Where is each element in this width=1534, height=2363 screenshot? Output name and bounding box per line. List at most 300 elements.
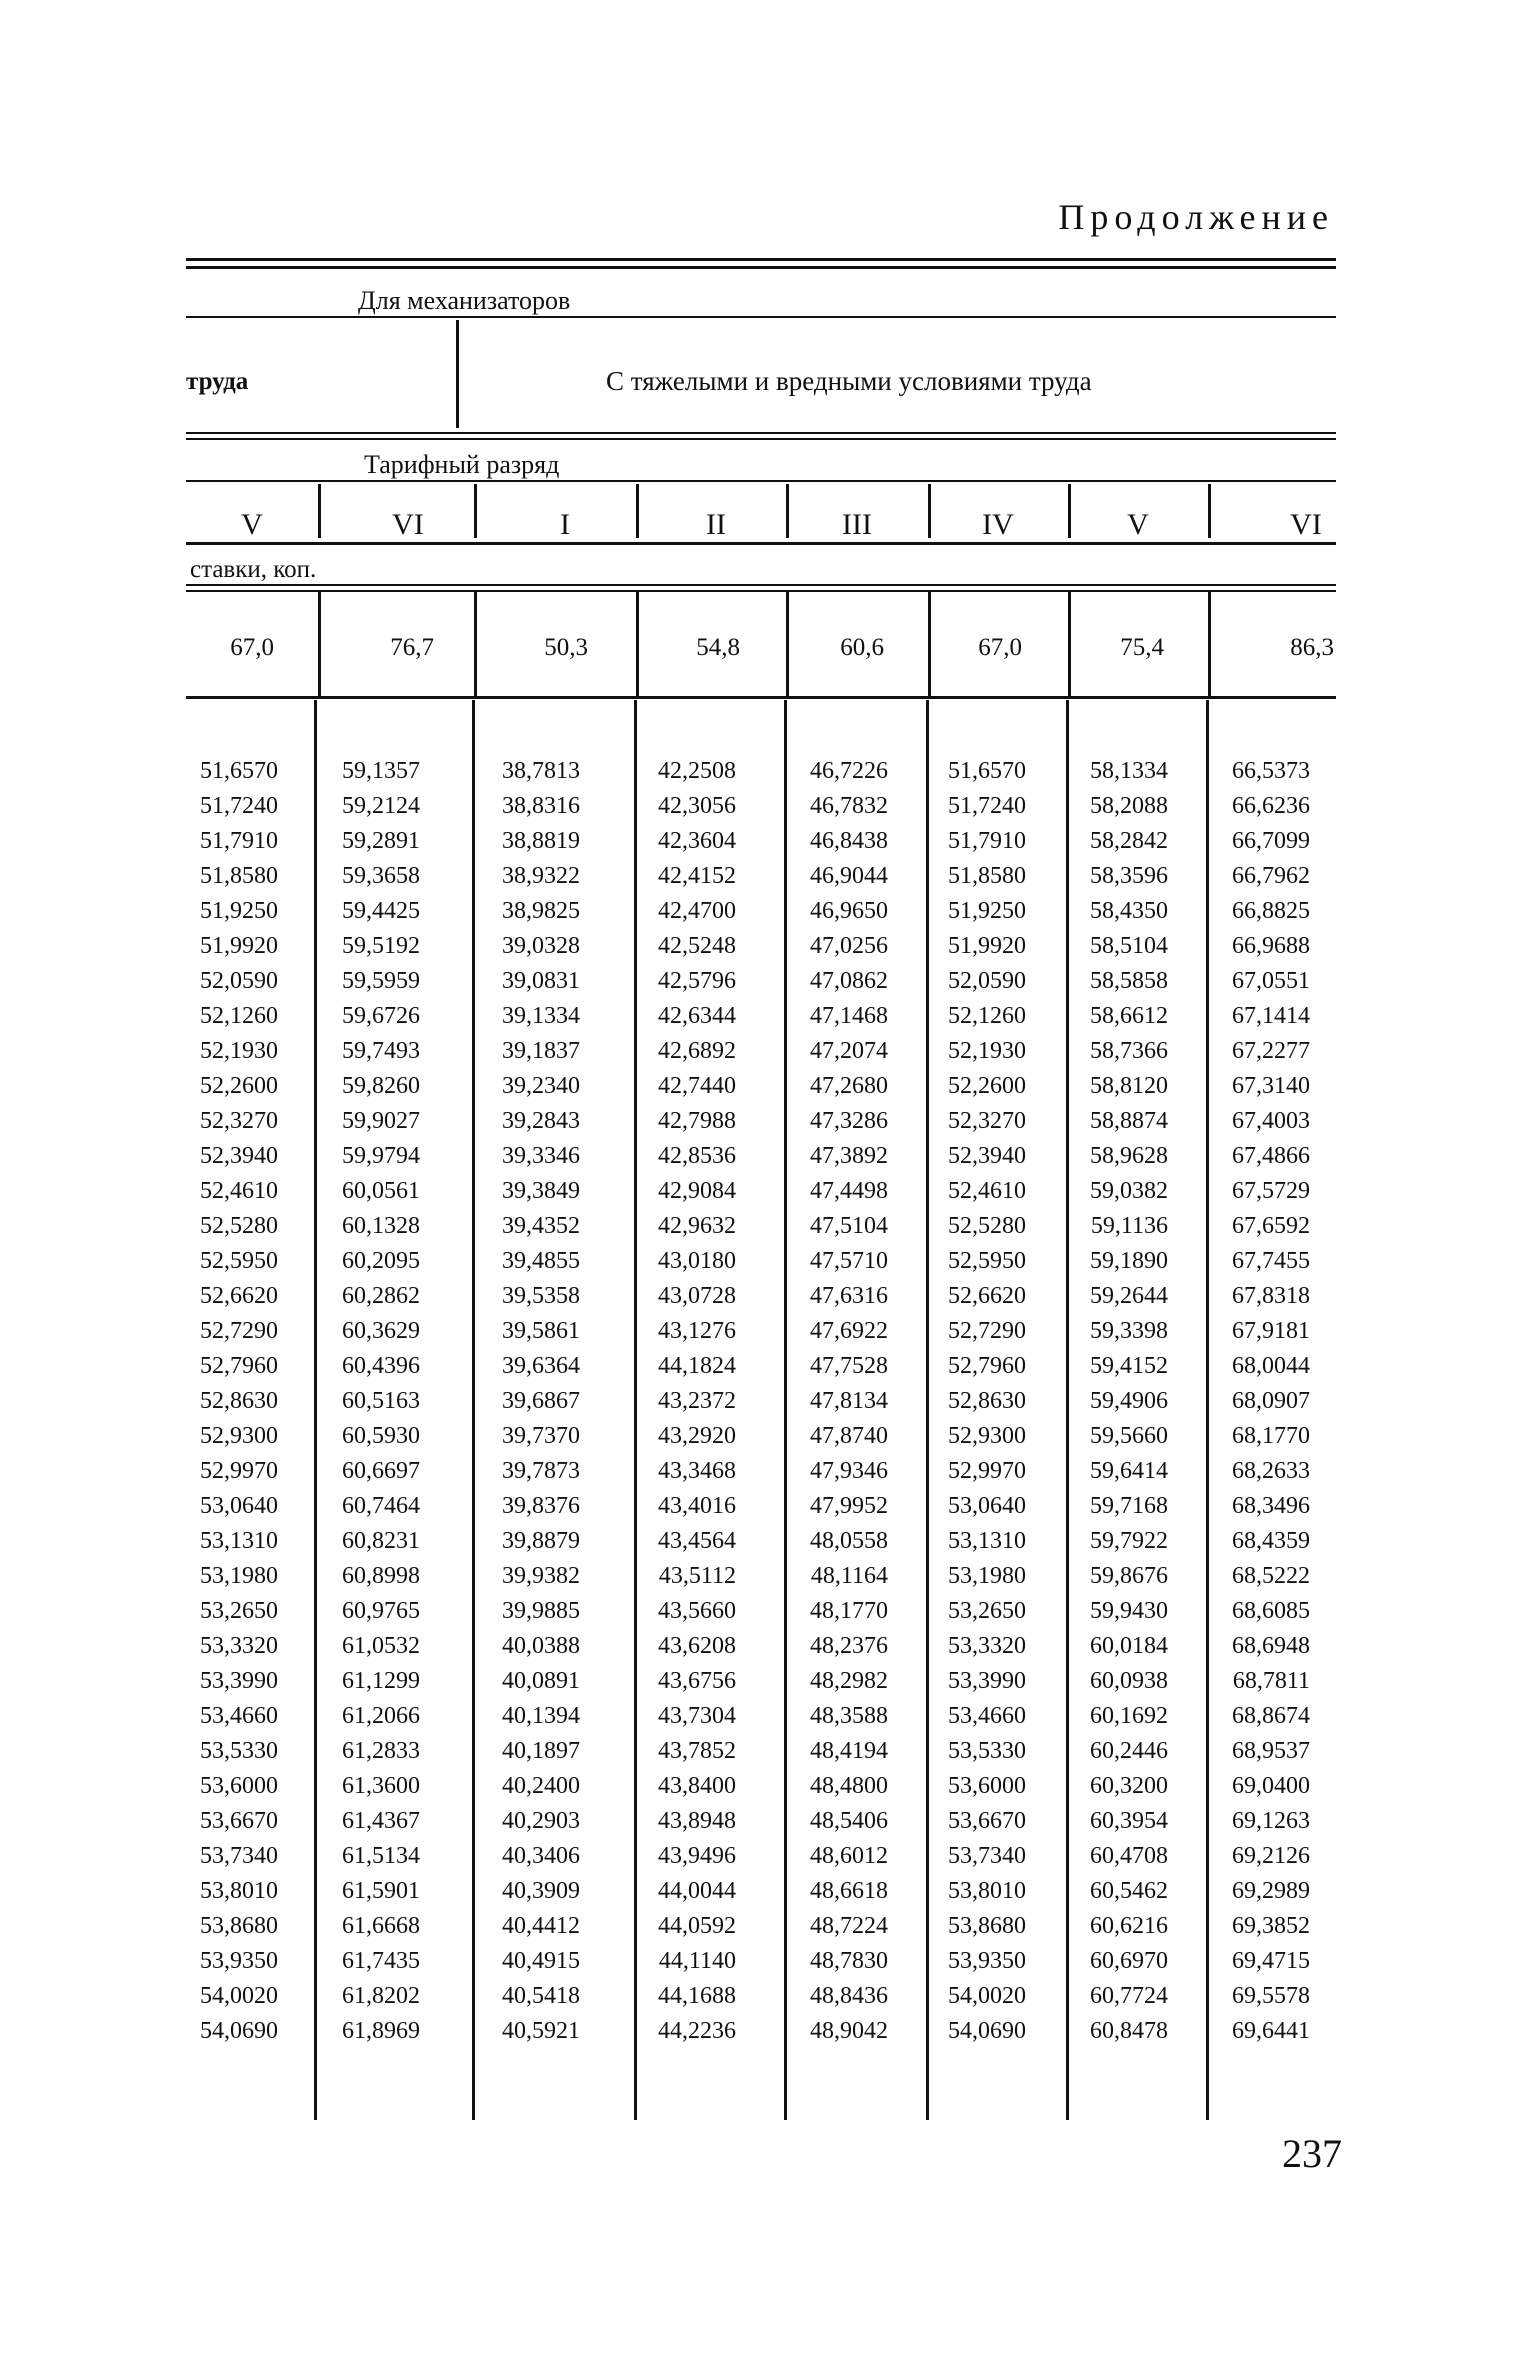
rate-cell: 67,0 bbox=[230, 634, 274, 661]
header-divider bbox=[456, 320, 459, 428]
table-cell: 43,7304 bbox=[658, 1703, 736, 1729]
table-cell: 51,6570 bbox=[200, 758, 278, 784]
table-cell: 66,7962 bbox=[1232, 863, 1310, 889]
table-cell: 53,6670 bbox=[948, 1808, 1026, 1834]
table-cell: 52,7290 bbox=[948, 1318, 1026, 1344]
table-cell: 60,3629 bbox=[342, 1318, 420, 1344]
table-cell: 53,0640 bbox=[200, 1493, 278, 1519]
table-cell: 43,7852 bbox=[658, 1738, 736, 1764]
rule-below-rates bbox=[186, 696, 1336, 699]
table-cell: 53,9350 bbox=[200, 1948, 278, 1974]
table-cell: 39,2843 bbox=[502, 1108, 580, 1134]
page-number: 237 bbox=[1282, 2131, 1342, 2176]
grade-divider bbox=[1208, 484, 1211, 538]
grade-divider bbox=[1068, 484, 1071, 538]
continuation-heading: Продолжение bbox=[1058, 197, 1334, 237]
table-cell: 42,4152 bbox=[658, 863, 736, 889]
table-cell: 60,0184 bbox=[1090, 1633, 1168, 1659]
rate-cell: 50,3 bbox=[544, 634, 588, 661]
table-cell: 60,3954 bbox=[1090, 1808, 1168, 1834]
table-cell: 69,2126 bbox=[1232, 1843, 1310, 1869]
table-cell: 59,6726 bbox=[342, 1003, 420, 1029]
rate-cell: 60,6 bbox=[840, 634, 884, 661]
table-cell: 60,2446 bbox=[1090, 1738, 1168, 1764]
table-cell: 58,7366 bbox=[1090, 1038, 1168, 1064]
table-cell: 59,3398 bbox=[1090, 1318, 1168, 1344]
table-cell: 52,8630 bbox=[948, 1388, 1026, 1414]
table-cell: 47,2680 bbox=[810, 1073, 888, 1099]
table-cell: 58,5858 bbox=[1090, 968, 1168, 994]
table-cell: 68,0044 bbox=[1232, 1353, 1310, 1379]
grade-header: VI bbox=[392, 508, 424, 541]
table-cell: 52,3940 bbox=[948, 1143, 1026, 1169]
table-cell: 48,2982 bbox=[810, 1668, 888, 1694]
grade-divider bbox=[318, 484, 321, 538]
table-cell: 60,5462 bbox=[1090, 1878, 1168, 1904]
table-cell: 39,9885 bbox=[502, 1598, 580, 1624]
grade-header: V bbox=[241, 508, 263, 541]
table-cell: 42,7988 bbox=[658, 1108, 736, 1134]
table-cell: 60,0938 bbox=[1090, 1668, 1168, 1694]
data-column bbox=[738, 754, 888, 2049]
table-cell: 47,8134 bbox=[810, 1388, 888, 1414]
table-cell: 43,5660 bbox=[658, 1598, 736, 1624]
data-column bbox=[128, 754, 278, 2049]
table-cell: 42,5796 bbox=[658, 968, 736, 994]
table-cell: 68,7811 bbox=[1232, 1668, 1310, 1694]
table-cell: 53,1310 bbox=[948, 1528, 1026, 1554]
table-cell: 59,4906 bbox=[1090, 1388, 1168, 1414]
table-cell: 61,2066 bbox=[342, 1703, 420, 1729]
table-cell: 68,8674 bbox=[1232, 1703, 1310, 1729]
table-cell: 54,0020 bbox=[948, 1983, 1026, 2009]
table-cell: 43,2372 bbox=[658, 1388, 736, 1414]
data-column bbox=[1160, 754, 1310, 2049]
table-cell: 61,8202 bbox=[342, 1983, 420, 2009]
table-cell: 46,9650 bbox=[810, 898, 888, 924]
table-cell: 48,7224 bbox=[810, 1913, 888, 1939]
table-cell: 47,0862 bbox=[810, 968, 888, 994]
column-divider bbox=[1068, 592, 1071, 696]
table-cell: 61,0532 bbox=[342, 1633, 420, 1659]
table-cell: 52,9300 bbox=[948, 1423, 1026, 1449]
table-cell: 39,9382 bbox=[502, 1563, 580, 1589]
table-cell: 52,1260 bbox=[948, 1003, 1026, 1029]
table-cell: 67,4866 bbox=[1232, 1143, 1310, 1169]
table-cell: 48,1770 bbox=[810, 1598, 888, 1624]
table-cell: 51,7240 bbox=[200, 793, 278, 819]
table-cell: 59,9794 bbox=[342, 1143, 420, 1169]
table-cell: 53,3320 bbox=[200, 1633, 278, 1659]
table-cell: 59,8260 bbox=[342, 1073, 420, 1099]
table-cell: 43,4564 bbox=[658, 1528, 736, 1554]
table-cell: 40,3909 bbox=[502, 1878, 580, 1904]
rule-above-rates-1 bbox=[186, 584, 1336, 586]
table-cell: 68,6948 bbox=[1232, 1633, 1310, 1659]
table-cell: 58,1334 bbox=[1090, 758, 1168, 784]
table-cell: 51,6570 bbox=[948, 758, 1026, 784]
table-cell: 48,9042 bbox=[810, 2018, 888, 2044]
table-cell: 53,1980 bbox=[200, 1563, 278, 1589]
table-cell: 43,6208 bbox=[658, 1633, 736, 1659]
table-cell: 42,7440 bbox=[658, 1073, 736, 1099]
data-column bbox=[270, 754, 420, 2049]
table-cell: 60,6216 bbox=[1090, 1913, 1168, 1939]
table-cell: 42,6344 bbox=[658, 1003, 736, 1029]
table-cell: 43,0728 bbox=[658, 1283, 736, 1309]
table-cell: 47,3892 bbox=[810, 1143, 888, 1169]
table-cell: 59,7168 bbox=[1090, 1493, 1168, 1519]
table-cell: 44,2236 bbox=[658, 2018, 736, 2044]
table-cell: 53,5330 bbox=[200, 1738, 278, 1764]
table-cell: 53,7340 bbox=[200, 1843, 278, 1869]
table-cell: 51,9920 bbox=[948, 933, 1026, 959]
table-cell: 67,9181 bbox=[1232, 1318, 1310, 1344]
table-cell: 52,0590 bbox=[200, 968, 278, 994]
table-cell: 60,8998 bbox=[342, 1563, 420, 1589]
table-cell: 53,8010 bbox=[948, 1878, 1026, 1904]
table-cell: 52,2600 bbox=[948, 1073, 1026, 1099]
table-cell: 60,5163 bbox=[342, 1388, 420, 1414]
table-cell: 60,8478 bbox=[1090, 2018, 1168, 2044]
table-cell: 40,3406 bbox=[502, 1843, 580, 1869]
table-cell: 52,2600 bbox=[200, 1073, 278, 1099]
table-cell: 51,9250 bbox=[200, 898, 278, 924]
table-cell: 67,1414 bbox=[1232, 1003, 1310, 1029]
table-cell: 59,5660 bbox=[1090, 1423, 1168, 1449]
heavy-conditions-label: С тяжелыми и вредными условиями труда bbox=[606, 366, 1092, 396]
table-cell: 53,1980 bbox=[948, 1563, 1026, 1589]
table-cell: 39,6867 bbox=[502, 1388, 580, 1414]
table-cell: 58,3596 bbox=[1090, 863, 1168, 889]
table-cell: 39,4855 bbox=[502, 1248, 580, 1274]
table-cell: 60,4396 bbox=[342, 1353, 420, 1379]
table-cell: 52,5950 bbox=[948, 1248, 1026, 1274]
table-cell: 42,5248 bbox=[658, 933, 736, 959]
table-cell: 53,4660 bbox=[200, 1703, 278, 1729]
grade-header: V bbox=[1127, 508, 1149, 541]
table-cell: 39,8879 bbox=[502, 1528, 580, 1554]
column-divider bbox=[636, 592, 639, 696]
table-cell: 61,4367 bbox=[342, 1808, 420, 1834]
table-cell: 68,1770 bbox=[1232, 1423, 1310, 1449]
table-cell: 53,2650 bbox=[948, 1598, 1026, 1624]
table-cell: 53,8680 bbox=[948, 1913, 1026, 1939]
table-cell: 43,3468 bbox=[658, 1458, 736, 1484]
table-cell: 51,9920 bbox=[200, 933, 278, 959]
table-cell: 58,4350 bbox=[1090, 898, 1168, 924]
table-cell: 68,5222 bbox=[1232, 1563, 1310, 1589]
grade-header: II bbox=[706, 508, 726, 541]
table-cell: 40,5921 bbox=[502, 2018, 580, 2044]
table-cell: 68,2633 bbox=[1232, 1458, 1310, 1484]
table-cell: 39,0831 bbox=[502, 968, 580, 994]
table-cell: 58,8874 bbox=[1090, 1108, 1168, 1134]
table-cell: 47,5710 bbox=[810, 1248, 888, 1274]
table-cell: 60,7464 bbox=[342, 1493, 420, 1519]
table-cell: 40,5418 bbox=[502, 1983, 580, 2009]
table-cell: 58,9628 bbox=[1090, 1143, 1168, 1169]
table-cell: 47,6316 bbox=[810, 1283, 888, 1309]
table-cell: 53,0640 bbox=[948, 1493, 1026, 1519]
table-cell: 42,8536 bbox=[658, 1143, 736, 1169]
table-cell: 39,3849 bbox=[502, 1178, 580, 1204]
table-cell: 53,4660 bbox=[948, 1703, 1026, 1729]
table-cell: 66,9688 bbox=[1232, 933, 1310, 959]
table-cell: 59,5959 bbox=[342, 968, 420, 994]
table-cell: 42,4700 bbox=[658, 898, 736, 924]
table-cell: 58,8120 bbox=[1090, 1073, 1168, 1099]
table-cell: 38,9825 bbox=[502, 898, 580, 924]
rate-cell: 86,3 bbox=[1290, 634, 1334, 661]
table-cell: 48,5406 bbox=[810, 1808, 888, 1834]
rate-cell: 54,8 bbox=[696, 634, 740, 661]
table-cell: 52,9970 bbox=[200, 1458, 278, 1484]
column-divider bbox=[786, 592, 789, 696]
table-cell: 67,2277 bbox=[1232, 1038, 1310, 1064]
table-cell: 58,5104 bbox=[1090, 933, 1168, 959]
table-cell: 53,3990 bbox=[200, 1668, 278, 1694]
table-cell: 48,7830 bbox=[810, 1948, 888, 1974]
table-cell: 48,3588 bbox=[810, 1703, 888, 1729]
table-cell: 59,1357 bbox=[342, 758, 420, 784]
grade-header: III bbox=[842, 508, 872, 541]
table-cell: 67,5729 bbox=[1232, 1178, 1310, 1204]
table-cell: 53,7340 bbox=[948, 1843, 1026, 1869]
table-cell: 42,3056 bbox=[658, 793, 736, 819]
table-cell: 46,8438 bbox=[810, 828, 888, 854]
table-cell: 68,0907 bbox=[1232, 1388, 1310, 1414]
table-cell: 46,9044 bbox=[810, 863, 888, 889]
table-cell: 69,0400 bbox=[1232, 1773, 1310, 1799]
table-cell: 39,8376 bbox=[502, 1493, 580, 1519]
table-cell: 44,1688 bbox=[658, 1983, 736, 2009]
table-cell: 51,7910 bbox=[948, 828, 1026, 854]
table-cell: 61,6668 bbox=[342, 1913, 420, 1939]
table-cell: 42,6892 bbox=[658, 1038, 736, 1064]
table-cell: 60,1328 bbox=[342, 1213, 420, 1239]
table-cell: 40,0388 bbox=[502, 1633, 580, 1659]
table-cell: 69,1263 bbox=[1232, 1808, 1310, 1834]
table-cell: 54,0020 bbox=[200, 1983, 278, 2009]
table-cell: 47,7528 bbox=[810, 1353, 888, 1379]
column-divider bbox=[1208, 592, 1211, 696]
table-cell: 53,6000 bbox=[200, 1773, 278, 1799]
table-cell: 59,5192 bbox=[342, 933, 420, 959]
table-cell: 60,4708 bbox=[1090, 1843, 1168, 1869]
table-cell: 66,8825 bbox=[1232, 898, 1310, 924]
table-cell: 60,6697 bbox=[342, 1458, 420, 1484]
table-cell: 51,7240 bbox=[948, 793, 1026, 819]
table-cell: 61,1299 bbox=[342, 1668, 420, 1694]
table-cell: 59,2891 bbox=[342, 828, 420, 854]
table-cell: 54,0690 bbox=[200, 2018, 278, 2044]
table-cell: 46,7832 bbox=[810, 793, 888, 819]
table-cell: 69,2989 bbox=[1232, 1878, 1310, 1904]
table-cell: 43,8400 bbox=[658, 1773, 736, 1799]
table-cell: 48,8436 bbox=[810, 1983, 888, 2009]
data-column bbox=[876, 754, 1026, 2049]
table-cell: 47,5104 bbox=[810, 1213, 888, 1239]
table-cell: 39,7370 bbox=[502, 1423, 580, 1449]
table-cell: 67,8318 bbox=[1232, 1283, 1310, 1309]
table-cell: 69,4715 bbox=[1232, 1948, 1310, 1974]
table-cell: 39,1334 bbox=[502, 1003, 580, 1029]
table-cell: 60,0561 bbox=[342, 1178, 420, 1204]
table-cell: 67,3140 bbox=[1232, 1073, 1310, 1099]
table-cell: 43,0180 bbox=[658, 1248, 736, 1274]
table-cell: 59,9430 bbox=[1090, 1598, 1168, 1624]
data-column bbox=[430, 754, 580, 2049]
table-cell: 43,8948 bbox=[658, 1808, 736, 1834]
table-cell: 52,1930 bbox=[948, 1038, 1026, 1064]
grade-divider bbox=[928, 484, 931, 538]
table-cell: 53,2650 bbox=[200, 1598, 278, 1624]
table-cell: 51,8580 bbox=[948, 863, 1026, 889]
table-cell: 42,3604 bbox=[658, 828, 736, 854]
table-cell: 48,0558 bbox=[810, 1528, 888, 1554]
table-cell: 44,1140 bbox=[658, 1948, 736, 1974]
table-cell: 60,8231 bbox=[342, 1528, 420, 1554]
table-cell: 60,6970 bbox=[1090, 1948, 1168, 1974]
table-cell: 68,9537 bbox=[1232, 1738, 1310, 1764]
table-cell: 59,0382 bbox=[1090, 1178, 1168, 1204]
grade-header: IV bbox=[982, 508, 1014, 541]
table-cell: 47,1468 bbox=[810, 1003, 888, 1029]
for-mechanizers-label: Для механизаторов bbox=[358, 286, 571, 315]
rate-cell: 76,7 bbox=[390, 634, 434, 661]
table-cell: 43,5112 bbox=[658, 1563, 736, 1589]
table-cell: 43,6756 bbox=[658, 1668, 736, 1694]
table-cell: 38,9322 bbox=[502, 863, 580, 889]
table-cell: 42,9084 bbox=[658, 1178, 736, 1204]
table-cell: 66,6236 bbox=[1232, 793, 1310, 819]
table-cell: 59,4425 bbox=[342, 898, 420, 924]
table-cell: 38,7813 bbox=[502, 758, 580, 784]
table-cell: 48,1164 bbox=[810, 1563, 888, 1589]
table-cell: 39,3346 bbox=[502, 1143, 580, 1169]
top-double-rule-2 bbox=[186, 266, 1336, 269]
table-cell: 53,8680 bbox=[200, 1913, 278, 1939]
table-cell: 52,7290 bbox=[200, 1318, 278, 1344]
table-cell: 40,2903 bbox=[502, 1808, 580, 1834]
table-cell: 40,1394 bbox=[502, 1703, 580, 1729]
table-cell: 47,2074 bbox=[810, 1038, 888, 1064]
table-cell: 52,5280 bbox=[200, 1213, 278, 1239]
table-cell: 53,8010 bbox=[200, 1878, 278, 1904]
table-cell: 52,7960 bbox=[948, 1353, 1026, 1379]
table-cell: 67,4003 bbox=[1232, 1108, 1310, 1134]
table-cell: 52,5950 bbox=[200, 1248, 278, 1274]
table-cell: 69,3852 bbox=[1232, 1913, 1310, 1939]
rate-cell: 75,4 bbox=[1120, 634, 1164, 661]
table-cell: 68,3496 bbox=[1232, 1493, 1310, 1519]
table-cell: 61,5134 bbox=[342, 1843, 420, 1869]
table-cell: 67,0551 bbox=[1232, 968, 1310, 994]
table-cell: 44,0044 bbox=[658, 1878, 736, 1904]
table-cell: 44,1824 bbox=[658, 1353, 736, 1379]
table-cell: 59,2124 bbox=[342, 793, 420, 819]
table-cell: 40,0891 bbox=[502, 1668, 580, 1694]
rates-unit-label: ставки, коп. bbox=[190, 556, 317, 583]
table-cell: 52,1260 bbox=[200, 1003, 278, 1029]
table-cell: 52,1930 bbox=[200, 1038, 278, 1064]
tariff-grade-label: Тарифный разряд bbox=[364, 450, 560, 479]
table-cell: 39,6364 bbox=[502, 1353, 580, 1379]
grade-divider bbox=[636, 484, 639, 538]
table-cell: 59,7922 bbox=[1090, 1528, 1168, 1554]
table-cell: 61,8969 bbox=[342, 2018, 420, 2044]
table-cell: 52,3940 bbox=[200, 1143, 278, 1169]
table-cell: 66,7099 bbox=[1232, 828, 1310, 854]
table-cell: 39,0328 bbox=[502, 933, 580, 959]
table-cell: 60,2095 bbox=[342, 1248, 420, 1274]
table-cell: 59,3658 bbox=[342, 863, 420, 889]
table-cell: 61,7435 bbox=[342, 1948, 420, 1974]
table-cell: 69,5578 bbox=[1232, 1983, 1310, 2009]
grade-divider bbox=[786, 484, 789, 538]
table-cell: 51,8580 bbox=[200, 863, 278, 889]
table-cell: 42,2508 bbox=[658, 758, 736, 784]
table-cell: 59,8676 bbox=[1090, 1563, 1168, 1589]
table-cell: 48,4194 bbox=[810, 1738, 888, 1764]
table-cell: 47,6922 bbox=[810, 1318, 888, 1344]
grade-divider bbox=[474, 484, 477, 538]
table-cell: 39,2340 bbox=[502, 1073, 580, 1099]
table-cell: 47,3286 bbox=[810, 1108, 888, 1134]
grade-header: I bbox=[560, 508, 570, 541]
table-cell: 38,8819 bbox=[502, 828, 580, 854]
table-cell: 52,9970 bbox=[948, 1458, 1026, 1484]
table-cell: 52,6620 bbox=[948, 1283, 1026, 1309]
table-cell: 52,4610 bbox=[948, 1178, 1026, 1204]
table-cell: 47,8740 bbox=[810, 1423, 888, 1449]
table-cell: 51,7910 bbox=[200, 828, 278, 854]
table-cell: 52,6620 bbox=[200, 1283, 278, 1309]
table-cell: 52,0590 bbox=[948, 968, 1026, 994]
labor-fragment-label: труда bbox=[186, 368, 249, 395]
rule-below-grades bbox=[186, 542, 1336, 545]
column-divider bbox=[928, 592, 931, 696]
table-cell: 58,2088 bbox=[1090, 793, 1168, 819]
table-cell: 43,1276 bbox=[658, 1318, 736, 1344]
table-cell: 39,4352 bbox=[502, 1213, 580, 1239]
table-cell: 59,7493 bbox=[342, 1038, 420, 1064]
table-cell: 66,5373 bbox=[1232, 758, 1310, 784]
table-cell: 54,0690 bbox=[948, 2018, 1026, 2044]
table-cell: 38,8316 bbox=[502, 793, 580, 819]
table-cell: 42,9632 bbox=[658, 1213, 736, 1239]
table-cell: 52,8630 bbox=[200, 1388, 278, 1414]
table-cell: 39,7873 bbox=[502, 1458, 580, 1484]
table-cell: 43,9496 bbox=[658, 1843, 736, 1869]
table-cell: 46,7226 bbox=[810, 758, 888, 784]
top-double-rule-1 bbox=[186, 258, 1336, 261]
table-cell: 43,2920 bbox=[658, 1423, 736, 1449]
table-cell: 53,6670 bbox=[200, 1808, 278, 1834]
table-cell: 69,6441 bbox=[1232, 2018, 1310, 2044]
table-cell: 48,6012 bbox=[810, 1843, 888, 1869]
table-cell: 43,4016 bbox=[658, 1493, 736, 1519]
table-cell: 58,2842 bbox=[1090, 828, 1168, 854]
table-cell: 39,5861 bbox=[502, 1318, 580, 1344]
table-cell: 53,1310 bbox=[200, 1528, 278, 1554]
table-cell: 59,6414 bbox=[1090, 1458, 1168, 1484]
table-cell: 60,9765 bbox=[342, 1598, 420, 1624]
table-cell: 39,5358 bbox=[502, 1283, 580, 1309]
table-cell: 67,6592 bbox=[1232, 1213, 1310, 1239]
table-cell: 61,3600 bbox=[342, 1773, 420, 1799]
